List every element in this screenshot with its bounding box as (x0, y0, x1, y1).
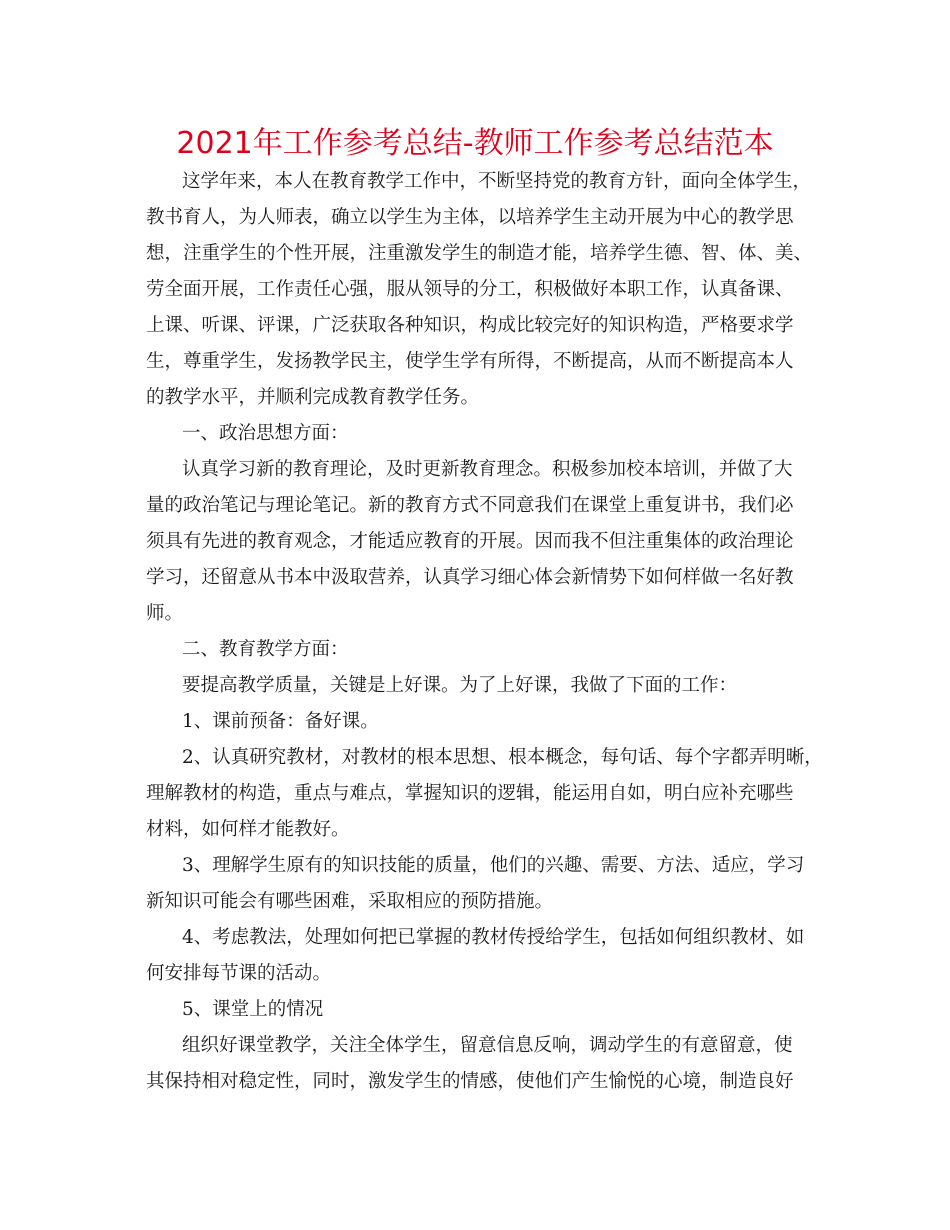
paragraph-line: 其保持相对稳定性，同时，激发学生的情感，使他们产生愉悦的心境，制造良好 (146, 1071, 794, 1092)
paragraph-line: 何安排每节课的活动。 (146, 963, 332, 984)
paragraph-line: 师。 (146, 603, 184, 624)
section-heading: 二、教育教学方面： (182, 639, 349, 660)
list-item: 4、考虑教法，处理如何把已掌握的教材传授给学生，包括如何组织教材、如 (182, 927, 805, 948)
paragraph-line: 组织好课堂教学，关注全体学生，留意信息反响，调动学生的有意留意，使 (182, 1035, 793, 1056)
paragraph-line: 的教学水平，并顺利完成教育教学任务。 (146, 387, 480, 408)
list-item: 3、理解学生原有的知识技能的质量，他们的兴趣、需要、方法、适应，学习 (182, 855, 805, 876)
paragraph-line: 教书育人，为人师表，确立以学生为主体，以培养学生主动开展为中心的教学思 (146, 207, 794, 228)
paragraph-line: 量的政治笔记与理论笔记。新的教育方式不同意我们在课堂上重复讲书，我们必 (146, 495, 794, 516)
paragraph-line: 想，注重学生的个性开展，注重激发学生的制造才能，培养学生德、智、体、美、 (146, 243, 813, 264)
paragraph-line: 生，尊重学生，发扬教学民主，使学生学有所得，不断提高，从而不断提高本人 (146, 351, 794, 372)
paragraph-line: 劳全面开展，工作责任心强，服从领导的分工，积极做好本职工作，认真备课、 (146, 279, 794, 300)
list-item: 2、认真研究教材，对教材的根本思想、根本概念，每句话、每个字都弄明晰， (182, 747, 823, 768)
paragraph-line: 上课、听课、评课，广泛获取各种知识，构成比较完好的知识构造，严格要求学 (146, 315, 794, 336)
paragraph-line: 新知识可能会有哪些困难，采取相应的预防措施。 (146, 891, 554, 912)
paragraph-line: 要提高教学质量，关键是上好课。为了上好课，我做了下面的工作： (182, 675, 738, 696)
paragraph-line: 认真学习新的教育理论，及时更新教育理念。积极参加校本培训，并做了大 (182, 459, 793, 480)
list-item: 1、课前预备：备好课。 (182, 711, 379, 732)
paragraph-line: 材料，如何样才能教好。 (146, 819, 350, 840)
section-heading: 一、政治思想方面： (182, 423, 349, 444)
document-title: 2021年工作参考总结-教师工作参考总结范本 (176, 126, 774, 161)
paragraph-line: 理解教材的构造，重点与难点，掌握知识的逻辑，能运用自如，明白应补充哪些 (146, 783, 794, 804)
list-item: 5、课堂上的情况 (182, 999, 324, 1020)
paragraph-line: 学习，还留意从书本中汲取营养，认真学习细心体会新情势下如何样做一名好教 (146, 567, 794, 588)
paragraph-line: 须具有先进的教育观念，才能适应教育的开展。因而我不但注重集体的政治理论 (146, 531, 794, 552)
paragraph-line: 这学年来，本人在教育教学工作中，不断坚持党的教育方针，面向全体学生， (182, 171, 812, 192)
